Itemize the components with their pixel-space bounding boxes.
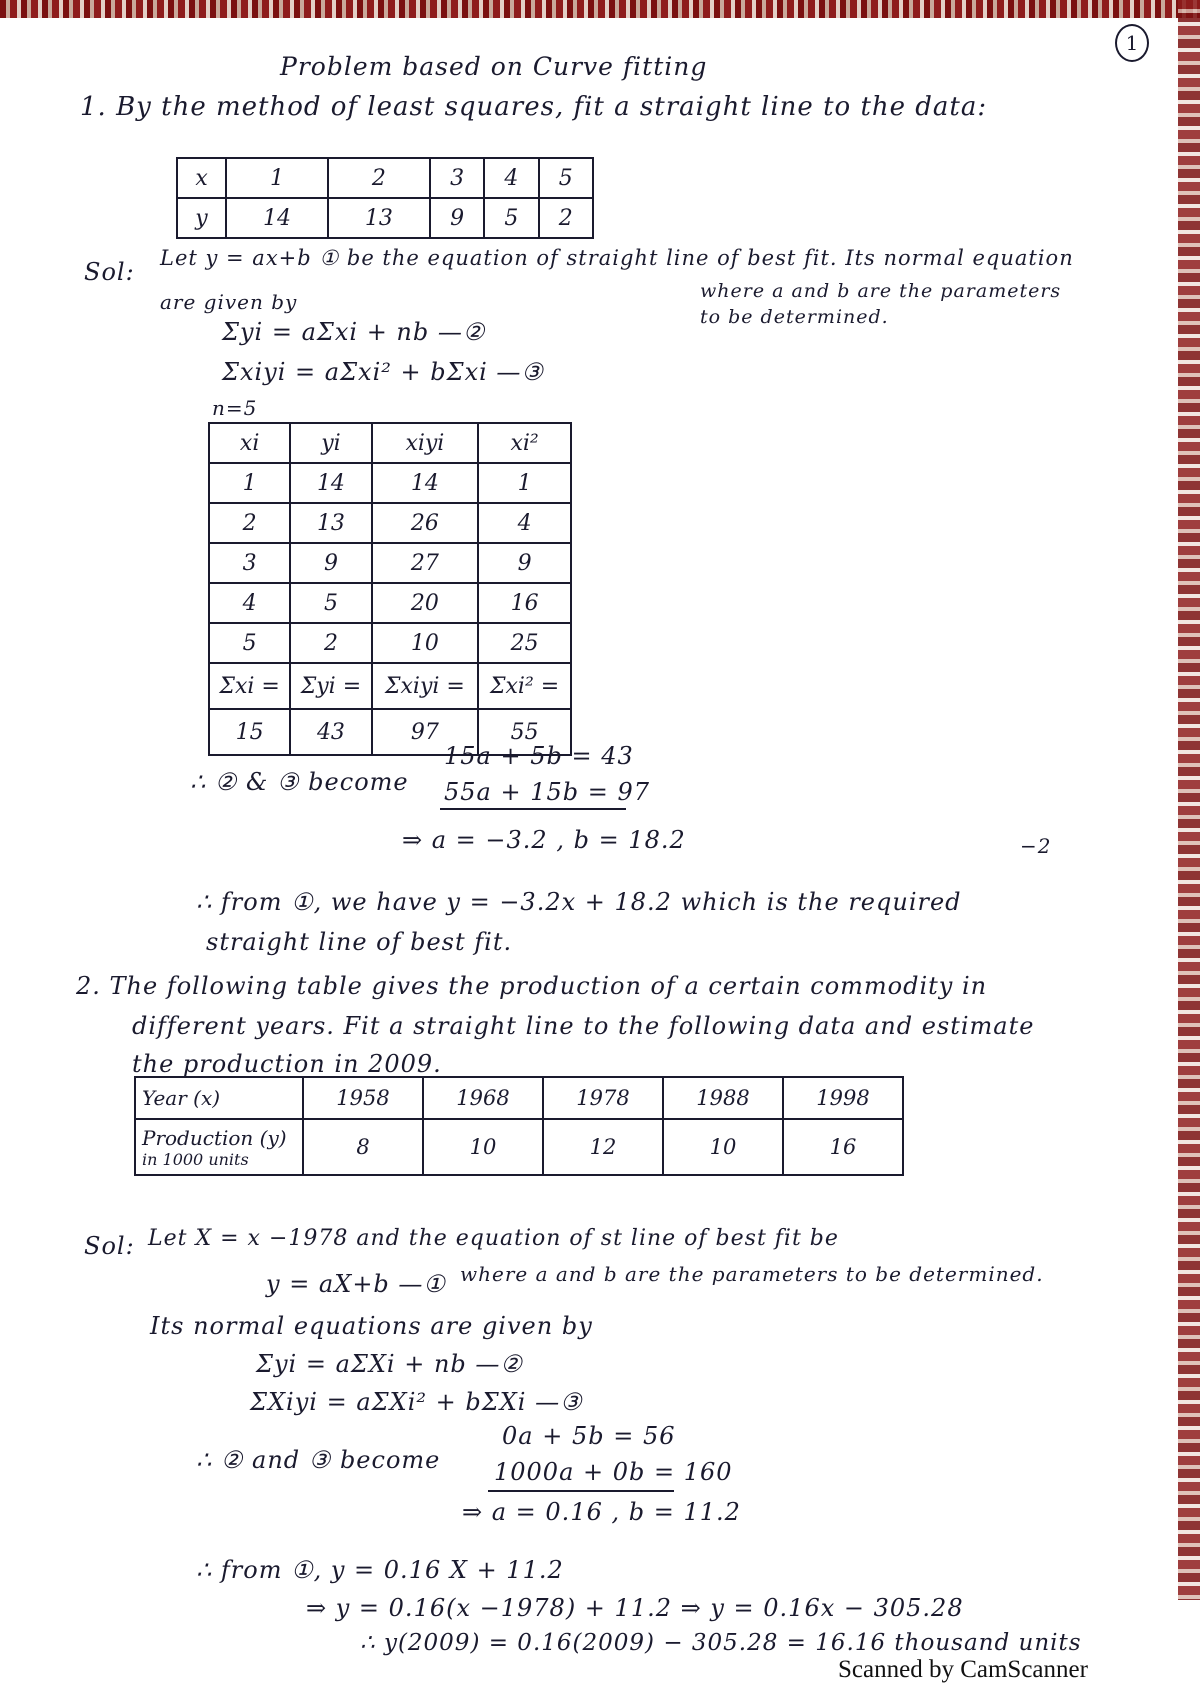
q1-calc-table [208,422,572,756]
q2-sol-line1b: where a and b are the parameters to be determined. [460,1262,1044,1286]
sum-value: 55 [478,709,571,755]
table-cell: 3 [430,158,484,198]
table-cell: 1968 [423,1077,543,1119]
table-row [177,198,593,238]
table-row [209,463,571,503]
q2-question-2: different years. Fit a straight line to the following data and estimate [132,1012,1035,1040]
sum-value: 97 [372,709,479,755]
table-cell: 10 [663,1119,783,1175]
table-cell: 16 [478,583,571,623]
sum-label: Σyi = [290,663,371,709]
sum-label: Σxi² = [478,663,571,709]
table-cell: 5 [484,198,538,238]
table-cell: 20 [372,583,479,623]
table-cell: x [177,158,226,198]
q2-sol-line2: y = aX+b —① [266,1270,446,1298]
q1-solution: ⇒ a = −3.2 , b = 18.2 [402,826,686,854]
table-row [209,423,571,463]
table-header: xiyi [372,423,479,463]
table-cell: 16 [783,1119,903,1175]
table-cell: y [177,198,226,238]
table-cell: 1988 [663,1077,783,1119]
q1-side-note: −2 [1020,834,1052,858]
table-cell: 2 [328,158,430,198]
table-header: yi [290,423,371,463]
q2-result-3: ∴ y(2009) = 0.16(2009) − 305.28 = 16.16 thousand units [360,1630,1082,1656]
table-cell: 5 [539,158,593,198]
q2-sol-line1: Let X = x −1978 and the equation of st line of best fit be [148,1226,839,1251]
q1-conclusion-2: straight line of best fit. [206,928,513,956]
table-header: xi [209,423,290,463]
table-row [177,158,593,198]
q2-sol-label: Sol: [84,1232,135,1260]
q1-normal-eq-2: Σxiyi = aΣxi² + bΣxi —③ [222,358,544,386]
table-cell: 4 [478,503,571,543]
table-cell: 2 [290,623,371,663]
page-edge-top [0,0,1200,18]
q2-solution: ⇒ a = 0.16 , b = 11.2 [462,1498,741,1526]
table-cell: 1958 [303,1077,423,1119]
table-cell: 13 [328,198,430,238]
table-cell: 1 [209,463,290,503]
scanner-footer: Scanned by CamScanner [838,1656,1088,1683]
q1-eq-b: 55a + 15b = 97 [444,778,651,806]
q1-sol-line2: are given by [160,290,298,314]
table-cell: 14 [290,463,371,503]
q2-become: ∴ ② and ③ become [196,1446,441,1474]
table-cell: 4 [484,158,538,198]
table-cell: 1 [226,158,328,198]
q2-result-1: ∴ from ①, y = 0.16 X + 11.2 [196,1556,564,1584]
page-number: 1 [1115,24,1149,62]
q2-question-1: 2. The following table gives the production of a certain commodity in [76,972,988,1000]
sum-underline [488,1490,674,1492]
table-header: Year (x) [135,1077,303,1119]
production-unit: in 1000 units [142,1149,249,1169]
table-cell: 13 [290,503,371,543]
q2-eq-b: 1000a + 0b = 160 [494,1458,733,1486]
table-cell: 2 [209,503,290,543]
q2-data-table [134,1076,904,1176]
q1-eq-a: 15a + 5b = 43 [444,742,634,770]
table-cell: 9 [478,543,571,583]
table-cell: 1 [478,463,571,503]
sum-label: Σxiyi = [372,663,479,709]
table-row [135,1119,903,1175]
page-edge-right [1178,0,1200,1600]
q1-n-value: n=5 [212,396,258,420]
q2-normal-eq-1: Σyi = aΣXi + nb —② [256,1350,523,1378]
q2-normal-eq-2: ΣXiyi = aΣXi² + bΣXi —③ [250,1388,583,1416]
q1-sol-label: Sol: [84,258,135,286]
table-cell: 27 [372,543,479,583]
table-cell: 9 [430,198,484,238]
table-cell: 3 [209,543,290,583]
q2-question-3: the production in 2009. [132,1050,442,1078]
q2-result-2: ⇒ y = 0.16(x −1978) + 11.2 ⇒ y = 0.16x − 305.28 [306,1594,964,1622]
q1-question: 1. By the method of least squares, fit a straight line to the data: [80,92,988,122]
q1-data-table [176,157,594,239]
table-cell: 25 [478,623,571,663]
table-cell: 2 [539,198,593,238]
table-row [209,623,571,663]
sum-label: Σxi = [209,663,290,709]
q1-conclusion-1: ∴ from ①, we have y = −3.2x + 18.2 which is the required [196,888,962,916]
q1-params-line1: where a and b are the parameters [700,280,1062,302]
table-row [209,663,571,709]
table-row [209,583,571,623]
q2-eq-a: 0a + 5b = 56 [502,1422,676,1450]
q1-normal-eq-1: Σyi = aΣxi + nb —② [222,318,486,346]
table-cell: 1998 [783,1077,903,1119]
q1-params-line2: to be determined. [700,306,889,328]
table-cell: 14 [372,463,479,503]
table-cell: 26 [372,503,479,543]
table-header [135,1119,303,1175]
q2-sol-line3: Its normal equations are given by [150,1312,593,1340]
table-cell: 8 [303,1119,423,1175]
q1-sol-line1: Let y = ax+b ① be the equation of straight line of best fit. Its normal equation [160,246,1074,270]
table-cell: 5 [290,583,371,623]
production-label: Production (y) [142,1125,287,1150]
q1-become: ∴ ② & ③ become [190,768,409,796]
table-cell: 1978 [543,1077,663,1119]
table-row [209,543,571,583]
page-title: Problem based on Curve fitting [280,52,708,81]
table-cell: 14 [226,198,328,238]
table-cell: 12 [543,1119,663,1175]
table-row [135,1077,903,1119]
table-header: xi² [478,423,571,463]
sum-value: 15 [209,709,290,755]
table-cell: 10 [423,1119,543,1175]
table-cell: 10 [372,623,479,663]
sum-value: 43 [290,709,371,755]
table-row [209,503,571,543]
table-cell: 5 [209,623,290,663]
sum-underline [440,808,626,810]
table-cell: 4 [209,583,290,623]
table-cell: 9 [290,543,371,583]
